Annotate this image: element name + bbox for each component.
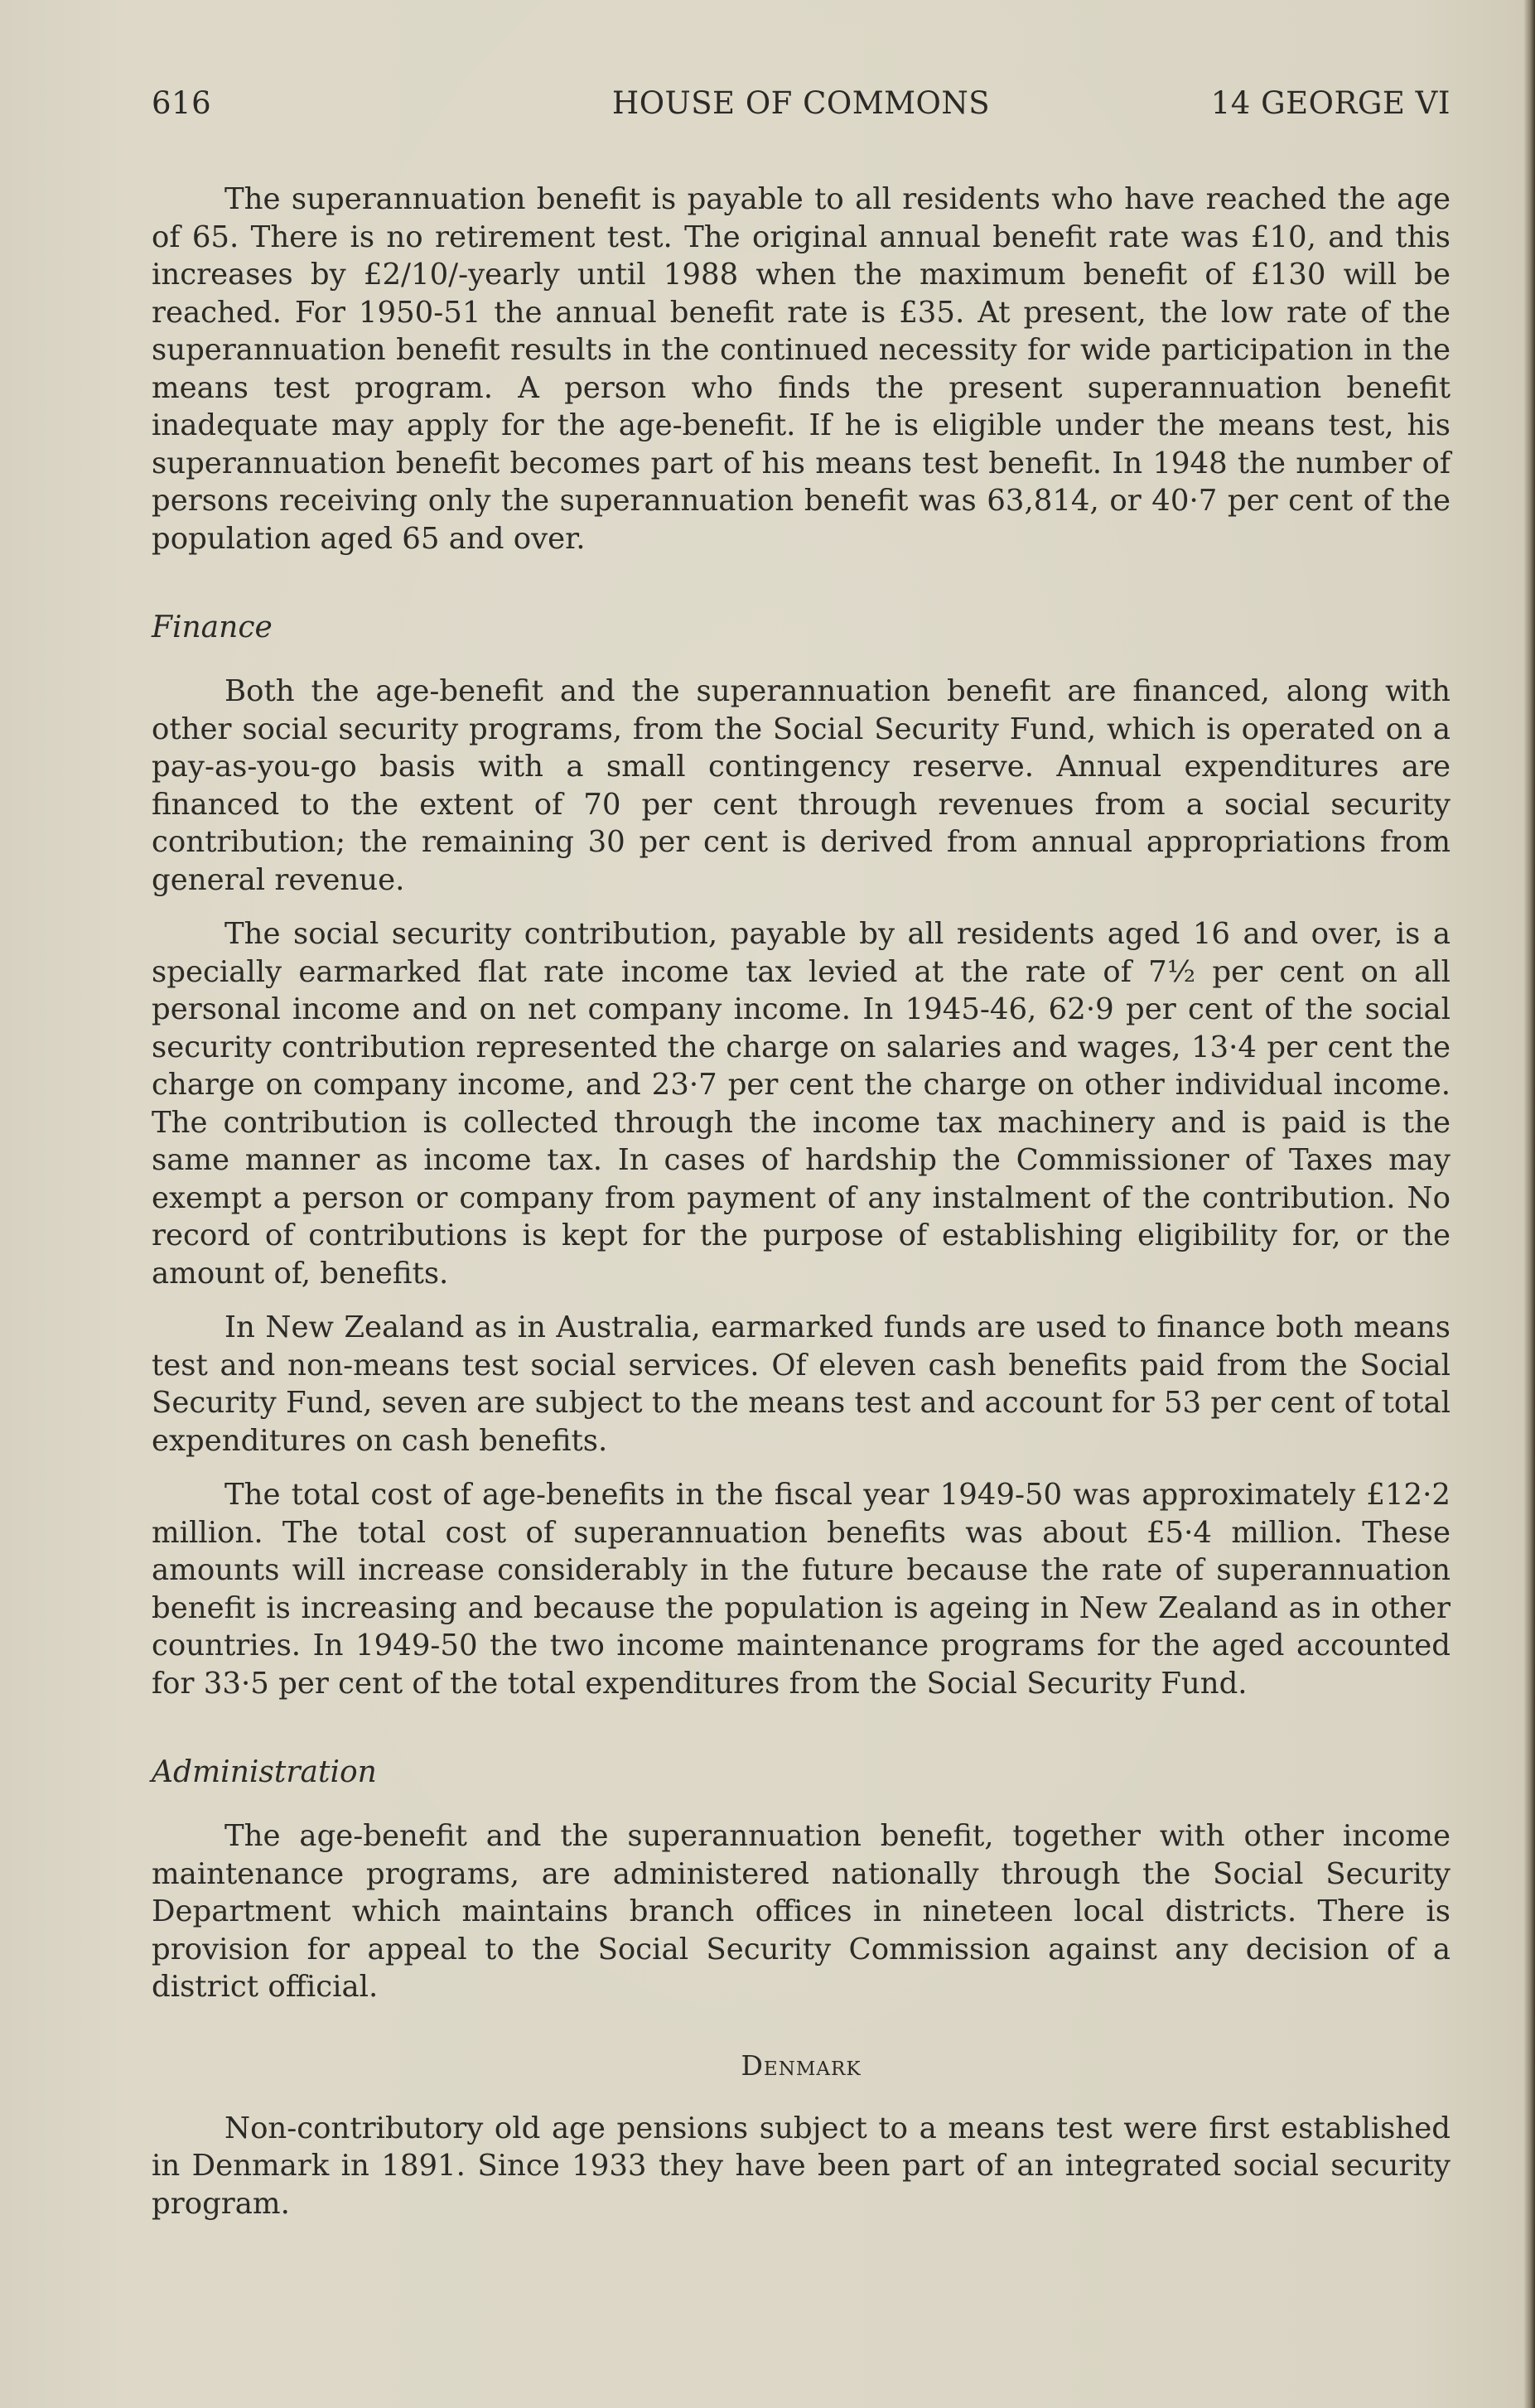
binding-edge-shadow bbox=[1523, 0, 1535, 2408]
paragraph-administration: The age-benefit and the superannuation benefit, together with other income maintenance programs, are administered nationally through the Social Security Department which maintains branch offices in nineteen local districts. There is provision for appeal to the Social Security Commission against any decision of a district official. bbox=[152, 1819, 1451, 2004]
page-body bbox=[152, 181, 1451, 2239]
regnal-year: 14 GEORGE VI bbox=[1210, 85, 1451, 121]
paragraph-superannuation-benefit: The superannuation benefit is payable to all residents who have reached the age of 65. There is no retirement test. The original annual benefit rate was £10, and this increases by £2/10/-yearly until 1988 when the maximum benefit of £130 will be reached. For 1950-51 the annual benefit rate is £35. At present, the low rate of the superannuation benefit results in the continued necessity for wide participation in the means test program. A person who finds the present superannuation benefit inadequate may apply for the age-benefit. If he is eligible under the means test, his superannuation benefit becomes part of his means test benefit. In 1948 the number of persons receiving only the superannuation benefit was 63,814, or 40·7 per cent of the population aged 65 and over. bbox=[152, 182, 1451, 556]
paragraph-finance-fund: Both the age-benefit and the superannuation benefit are financed, along with other social security programs, from the Social Security Fund, which is operated on a pay-as-you-go basis with a small contingency reserve. Annual expenditures are financed to the extent of 70 per cent through revenues from a social security contribution; the remaining 30 per cent is derived from annual appropriations from general revenue. bbox=[152, 674, 1451, 897]
running-header bbox=[152, 85, 1451, 127]
section-heading-finance: Finance bbox=[152, 610, 273, 644]
paragraph-finance-contribution: The social security contribution, payable by all residents aged 16 and over, is a specially earmarked flat rate income tax levied at the rate of 7½ per cent on all personal income and on net company income. In 1945-46, 62·9 per cent of the social security contribution represented the charge on salaries and wages, 13·4 per cent the charge on company income, and 23·7 per cent the charge on other individual income. The contribution is collected through the income tax machinery and is paid is the same manner as income tax. In cases of hardship the Commissioner of Taxes may exempt a person or company from payment of any instalment of the contribution. No record of contributions is kept for the purpose of establishing eligibility for, or the amount of, benefits. bbox=[152, 917, 1451, 1291]
running-title: HOUSE OF COMMONS bbox=[611, 85, 991, 121]
paragraph-denmark: Non-contributory old age pensions subject to a means test were first established in Denmark in 1891. Since 1933 they have been part of an integrated social security program. bbox=[152, 2111, 1451, 2221]
section-heading-administration: Administration bbox=[152, 1755, 377, 1789]
page-number: 616 bbox=[152, 85, 212, 121]
section-heading-denmark: Denmark bbox=[741, 2048, 862, 2082]
paragraph-finance-earmarked-funds: In New Zealand as in Australia, earmarked funds are used to finance both means test and non-means test social services. Of eleven cash benefits paid from the Social Security Fund, seven are subject to the means test and account for 53 per cent of total expenditures on cash benefits. bbox=[152, 1310, 1451, 1458]
paragraph-finance-total-cost: The total cost of age-benefits in the fiscal year 1949-50 was approximately £12·2 million. The total cost of superannuation benefits was about £5·4 million. These amounts will increase considerably in the future because the rate of superannuation benefit is increasing and because the population is ageing in New Zealand as in other countries. In 1949-50 the two income maintenance programs for the aged accounted for 33·5 per cent of the total expenditures from the Social Security Fund. bbox=[152, 1478, 1451, 1701]
